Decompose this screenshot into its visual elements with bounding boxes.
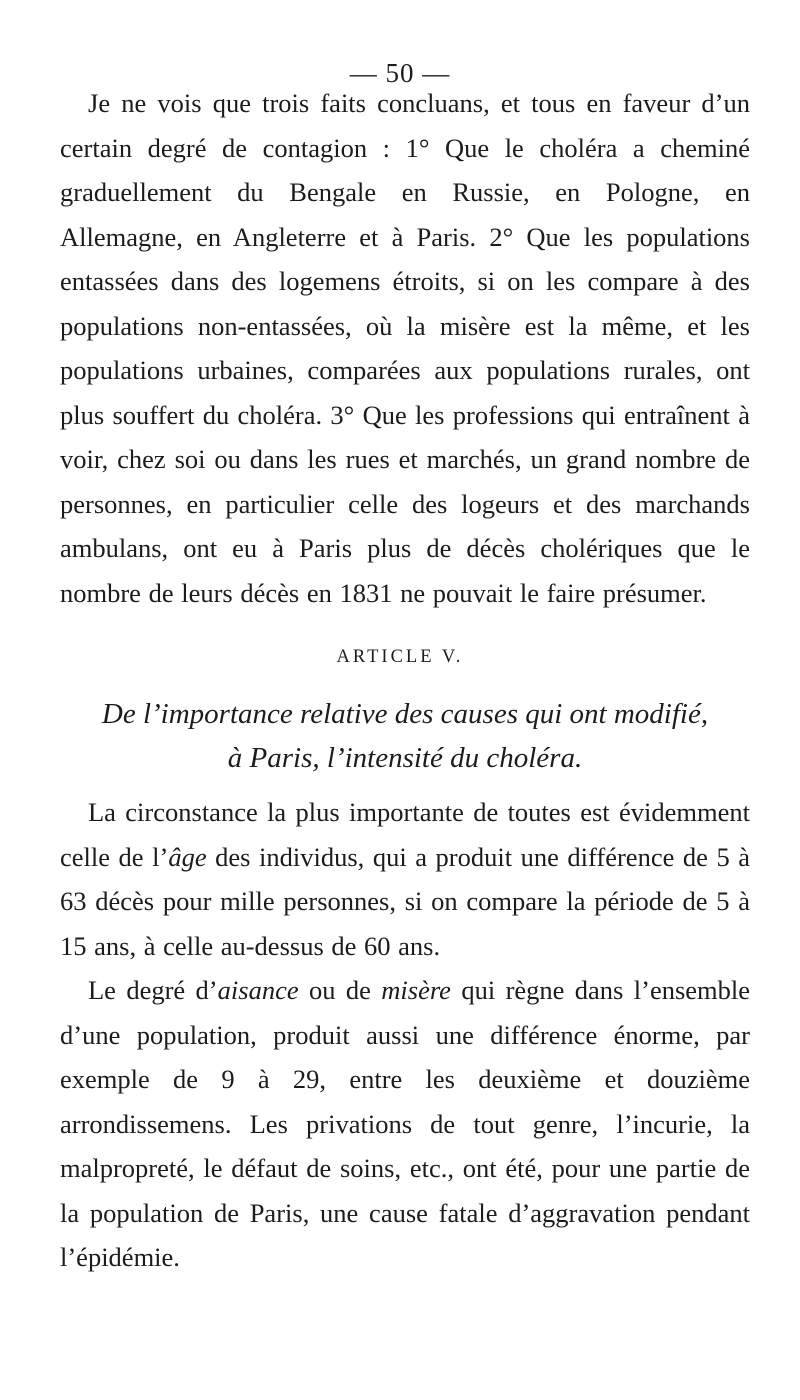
paragraph-age-text-1: La circonstance la plus importante de toutes est évidemment celle de l’: [60, 797, 750, 872]
paragraph-aisance-text-2: ou de: [298, 975, 382, 1005]
paragraph-aisance-emphasis-1: aisance: [217, 975, 299, 1005]
paragraph-contagion-facts: Je ne vois que trois faits concluans, et tous en faveur d’un certain degré de contagion : 1° Que le choléra a cheminé graduellement du Bengale en Russie, en Pologne, en Allemagne, en Angleterre et à Paris. 2° Que les populations entassées dans des logemens étroits, si on les compare à des populations non-entassées, où la misère est la même, et les populations urbaines, comparées aux populations rurales, ont plus souffert du choléra. 3° Que les professions qui entraînent à voir, chez soi ou dans les rues et marchés, un grand nombre de personnes, en particulier celle des logeurs et des marchands ambulans, ont eu à Paris plus de décès cholériques que le nombre de leurs décès en 1831 ne pouvait le faire présumer.: [60, 88, 750, 608]
paragraph-aisance-text-3: qui règne dans l’ensemble d’une population, produit aussi une différence énorme, par exemple de 9 à 29, entre les deuxième et douzième arrondissemens. Les privations de tout genre, l’incurie, la malpropreté, le défaut de soins, etc., ont été, pour une partie de la population de Paris, une cause fatale d’aggravation pendant l’épidémie.: [60, 975, 751, 1272]
paragraph-aisance: [60, 968, 750, 1280]
page-number: — 50 —: [349, 58, 451, 88]
article-heading: ARTICLE V.: [336, 647, 464, 667]
paragraph-aisance-emphasis-2: misère: [381, 975, 451, 1005]
paragraph-age-text-2: des individus, qui a produit une différence de 5 à 63 décès pour mille personnes, si on compare la période de 5 à 15 ans, à celle au-dessus de 60 ans.: [60, 841, 750, 961]
section-title-line-2: à Paris, l’intensité du choléra.: [227, 742, 583, 774]
section-title-line-1: De l’importance relative des causes qui ont modifié,: [101, 698, 709, 730]
body-text-top: [60, 81, 750, 615]
paragraph-age: [60, 790, 750, 968]
paragraph-aisance-text-1: Le degré d’: [88, 975, 218, 1005]
paragraph-age-emphasis: âge: [168, 841, 207, 872]
body-text-bottom: [60, 790, 750, 1280]
section-title: [60, 692, 750, 780]
